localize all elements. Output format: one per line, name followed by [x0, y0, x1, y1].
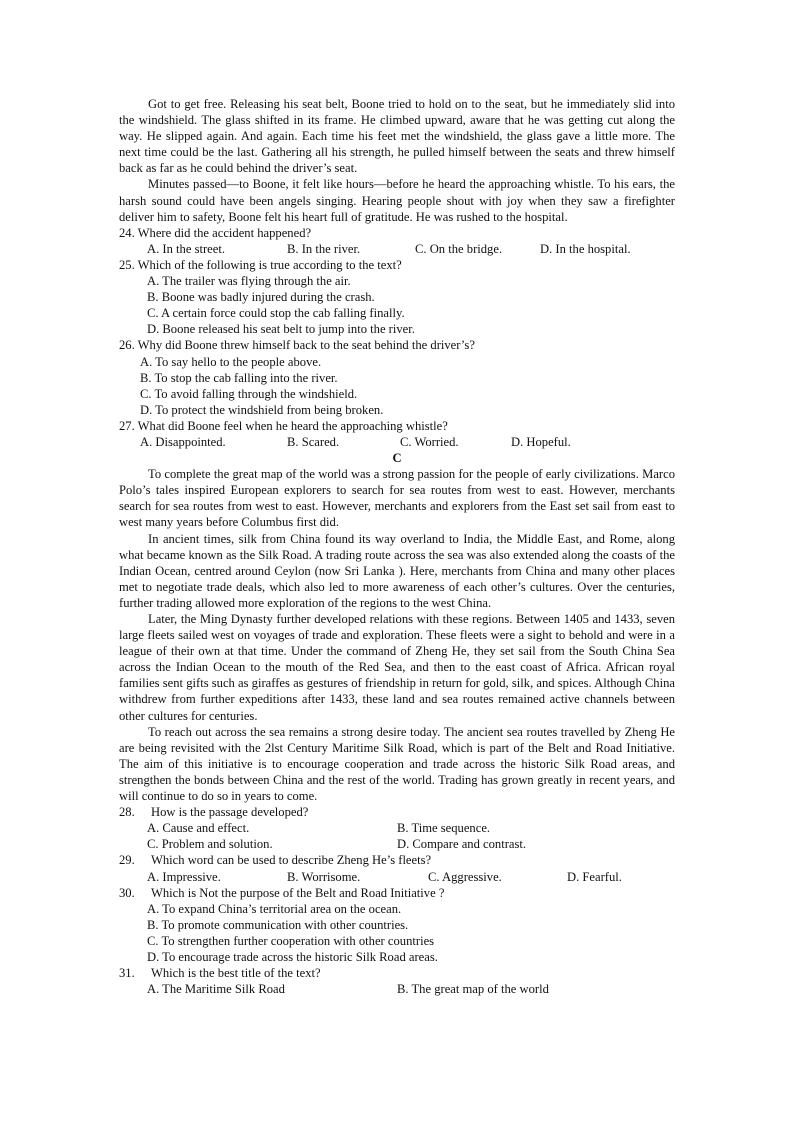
- question-28-stem: [119, 804, 675, 820]
- option-b: B. Time sequence.: [397, 821, 491, 836]
- question-number: 28.: [119, 805, 135, 820]
- question-30: [119, 885, 675, 965]
- question-number: 30.: [119, 885, 135, 900]
- question-27-options: [119, 434, 675, 450]
- option-b: B. The great map of the world: [397, 982, 549, 997]
- option-c: C. To avoid falling through the windshield.: [140, 386, 358, 401]
- option-c: C. To strengthen further cooperation with other countries: [147, 933, 435, 948]
- section-heading: C: [392, 451, 402, 466]
- option-c: C. Worried.: [400, 434, 459, 449]
- question-31: [119, 965, 675, 997]
- passage-b-paragraph-2: Minutes passed—to Boone, it felt like hours—before he heard the approaching whistle. To his ears, the harsh sound could have been angels singing. Hearing people shout with joy when they saw a firefighter deliver him to safety, Boone felt his heart full of gratitude. He was rushed to the hospital.: [119, 177, 675, 224]
- passage-c-paragraph-1: To complete the great map of the world was a strong passion for the people of early civilizations. Marco Polo’s tales inspired European explorers to search for sea routes from west to east. However, merchants search for sea routes from west to east. However, merchants and explorers from the East set sail from east to west many years before Columbus first did.: [119, 467, 675, 530]
- option-a: A. The trailer was flying through the air.: [147, 274, 351, 289]
- question-31-options: [119, 981, 675, 997]
- exam-page: [119, 96, 675, 997]
- question-25-stem: 25. Which of the following is true according to the text?: [119, 257, 402, 272]
- question-text: Which is Not the purpose of the Belt and Road Initiative ?: [151, 885, 445, 900]
- question-text: Which is the best title of the text?: [151, 966, 321, 981]
- question-26: [119, 337, 675, 417]
- question-text: How is the passage developed?: [151, 805, 309, 820]
- option-a: A. The Maritime Silk Road: [147, 982, 285, 997]
- option-c: C. Aggressive.: [428, 869, 502, 884]
- question-29-options: [119, 869, 675, 885]
- option-d: D. To encourage trade across the historic Silk Road areas.: [147, 949, 438, 964]
- question-28-options-row-1: [119, 820, 675, 836]
- option-d: D. Fearful.: [567, 869, 622, 884]
- question-29-stem: [119, 852, 675, 868]
- question-24-stem: 24. Where did the accident happened?: [119, 225, 312, 240]
- question-29: [119, 852, 675, 884]
- question-24: [119, 225, 675, 257]
- passage-c-paragraph-3: Later, the Ming Dynasty further developed relations with these regions. Between 1405 and 1433, seven large fleets sailed west on voyages of trade and exploration. These fleets were a sight to behold and were in a league of their own at that time. Under the command of Zheng He, they set sail from the South China Sea across the Indian Ocean to the mouth of the Red Sea, and then to the east coast of Africa. African royal families sent gifts such as giraffes as gestures of friendship in return for gold, silk, and spices. Although China withdrew from further expeditions after 1433, these land and sea routes remained active channels between other cultures for centuries.: [119, 612, 675, 723]
- option-a: A. To expand China’s territorial area on the ocean.: [147, 901, 402, 916]
- question-text: Which word can be used to describe Zheng He’s fleets?: [151, 853, 432, 868]
- passage-c-paragraph-2: In ancient times, silk from China found its way overland to India, the Middle East, and Rome, along what became known as the Silk Road. A trading route across the sea was also extended along the coasts of the Indian Ocean, centred around Ceylon (now Sri Lanka ). Here, merchants from China and many other places met to negotiate trade deals, which also led to more awareness of each other’s cultures. Over the centuries, further trading allowed more exploration of the regions to the west China.: [119, 531, 675, 610]
- question-number: 29.: [119, 853, 135, 868]
- option-b: B. To stop the cab falling into the river.: [140, 370, 338, 385]
- question-31-stem: [119, 965, 675, 981]
- option-c: C. Problem and solution.: [147, 837, 273, 852]
- passage-b-paragraph-1: Got to get free. Releasing his seat belt, Boone tried to hold on to the seat, but he immediately slid into the windshield. The glass shifted in its frame. He climbed upward, aware that he was getting cut along the way. He slipped again. And again. Each time his feet met the windshield, the glass gave a little more. The next time could be the last. Gathering all his strength, he pulled himself between the seats and threw himself back as far as he could behind the driver’s seat.: [119, 97, 675, 176]
- option-a: A. In the street.: [147, 241, 225, 256]
- option-d: D. Hopeful.: [511, 434, 571, 449]
- option-d: D. To protect the windshield from being broken.: [140, 402, 384, 417]
- option-d: D. In the hospital.: [540, 241, 631, 256]
- option-d: D. Boone released his seat belt to jump into the river.: [147, 322, 415, 337]
- question-28: [119, 804, 675, 852]
- option-a: A. Disappointed.: [140, 434, 226, 449]
- option-a: A. Impressive.: [147, 869, 221, 884]
- option-b: B. In the river.: [287, 241, 361, 256]
- question-28-options-row-2: [119, 836, 675, 852]
- option-b: B. Worrisome.: [287, 869, 361, 884]
- question-25: [119, 257, 675, 337]
- question-number: 31.: [119, 966, 135, 981]
- question-30-stem: [119, 885, 675, 901]
- option-b: B. To promote communication with other countries.: [147, 917, 409, 932]
- option-b: B. Boone was badly injured during the crash.: [147, 290, 375, 305]
- question-24-options: [119, 241, 675, 257]
- option-c: C. On the bridge.: [415, 241, 503, 256]
- option-d: D. Compare and contrast.: [397, 837, 527, 852]
- passage-c-paragraph-4: To reach out across the sea remains a strong desire today. The ancient sea routes travelled by Zheng He are being revisited with the 2lst Century Maritime Silk Road, which is part of the Belt and Road Initiative. The aim of this initiative is to encourage cooperation and trade across the historic Silk Road areas, and strengthen the bonds between China and the rest of the world. Trading has grown greatly in recent years, and will continue to do so in years to come.: [119, 724, 675, 804]
- question-26-stem: 26. Why did Boone threw himself back to the seat behind the driver’s?: [119, 338, 475, 353]
- option-a: A. Cause and effect.: [147, 821, 250, 836]
- option-c: C. A certain force could stop the cab falling finally.: [147, 306, 405, 321]
- question-27-stem: 27. What did Boone feel when he heard the approaching whistle?: [119, 418, 448, 433]
- option-b: B. Scared.: [287, 434, 340, 449]
- option-a: A. To say hello to the people above.: [140, 354, 322, 369]
- question-27: [119, 418, 675, 450]
